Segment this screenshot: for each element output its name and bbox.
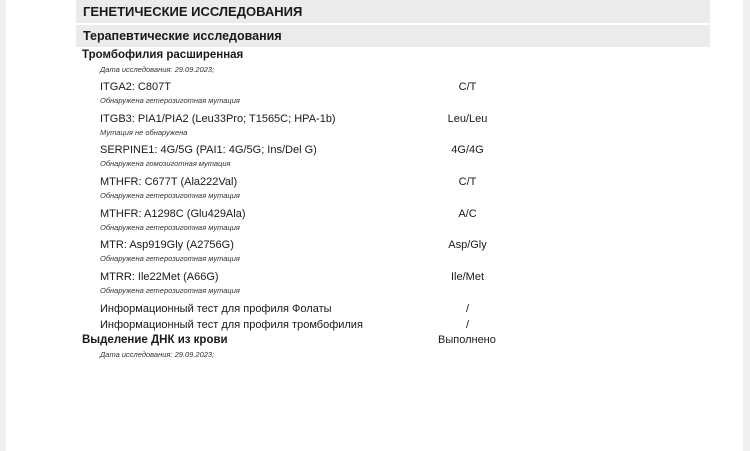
test-name: Информационный тест для профиля Фолаты <box>100 303 332 315</box>
test-note: Обнаружена гетерозиготная мутация <box>100 96 240 105</box>
section-date-thrombophilia: Дата исследования: 29.09.2023; <box>100 65 215 74</box>
test-note: Обнаружена гетерозиготная мутация <box>100 191 240 200</box>
subcategory-header <box>76 25 710 47</box>
test-note: Мутация не обнаружена <box>100 128 188 137</box>
test-value: C/T <box>458 81 477 93</box>
test-name: ITGB3: PIA1/PIA2 (Leu33Pro; T1565C; HPA-1b) <box>100 113 336 125</box>
subcategory-title: Терапевтические исследования <box>83 29 282 43</box>
test-name: MTRR: Ile22Met (A66G) <box>100 271 219 283</box>
test-value: 4G/4G <box>451 144 484 156</box>
test-name: MTHFR: A1298C (Glu429Ala) <box>100 208 246 220</box>
category-title: ГЕНЕТИЧЕСКИЕ ИССЛЕДОВАНИЯ <box>83 4 303 19</box>
section-title-dna: Выделение ДНК из крови <box>82 334 228 346</box>
test-value: Ile/Met <box>450 271 484 283</box>
section-value-dna: Выполнено <box>438 334 496 346</box>
test-value: A/C <box>458 208 477 220</box>
test-value: Asp/Gly <box>448 239 487 251</box>
test-name: MTHFR: C677T (Ala222Val) <box>100 176 238 188</box>
test-note: Обнаружена гетерозиготная мутация <box>100 254 240 263</box>
test-value: Leu/Leu <box>447 113 488 125</box>
category-header <box>76 0 710 23</box>
test-note: Обнаружена гетерозиготная мутация <box>100 223 240 232</box>
test-value: / <box>465 319 470 331</box>
test-note: Обнаружена гомозиготная мутация <box>100 159 231 168</box>
test-name: SERPINE1: 4G/5G (PAI1: 4G/5G; Ins/Del G) <box>100 144 317 156</box>
test-value: C/T <box>458 176 477 188</box>
test-note: Обнаружена гетерозиготная мутация <box>100 286 240 295</box>
section-date-dna: Дата исследования: 29.09.2023; <box>100 350 215 359</box>
test-name: Информационный тест для профиля тромбофилия <box>100 319 363 331</box>
section-title-thrombophilia: Тромбофилия расширенная <box>82 49 244 61</box>
test-value: / <box>465 303 470 315</box>
test-name: ITGA2: C807T <box>100 81 171 93</box>
test-name: MTR: Asp919Gly (A2756G) <box>100 239 234 251</box>
